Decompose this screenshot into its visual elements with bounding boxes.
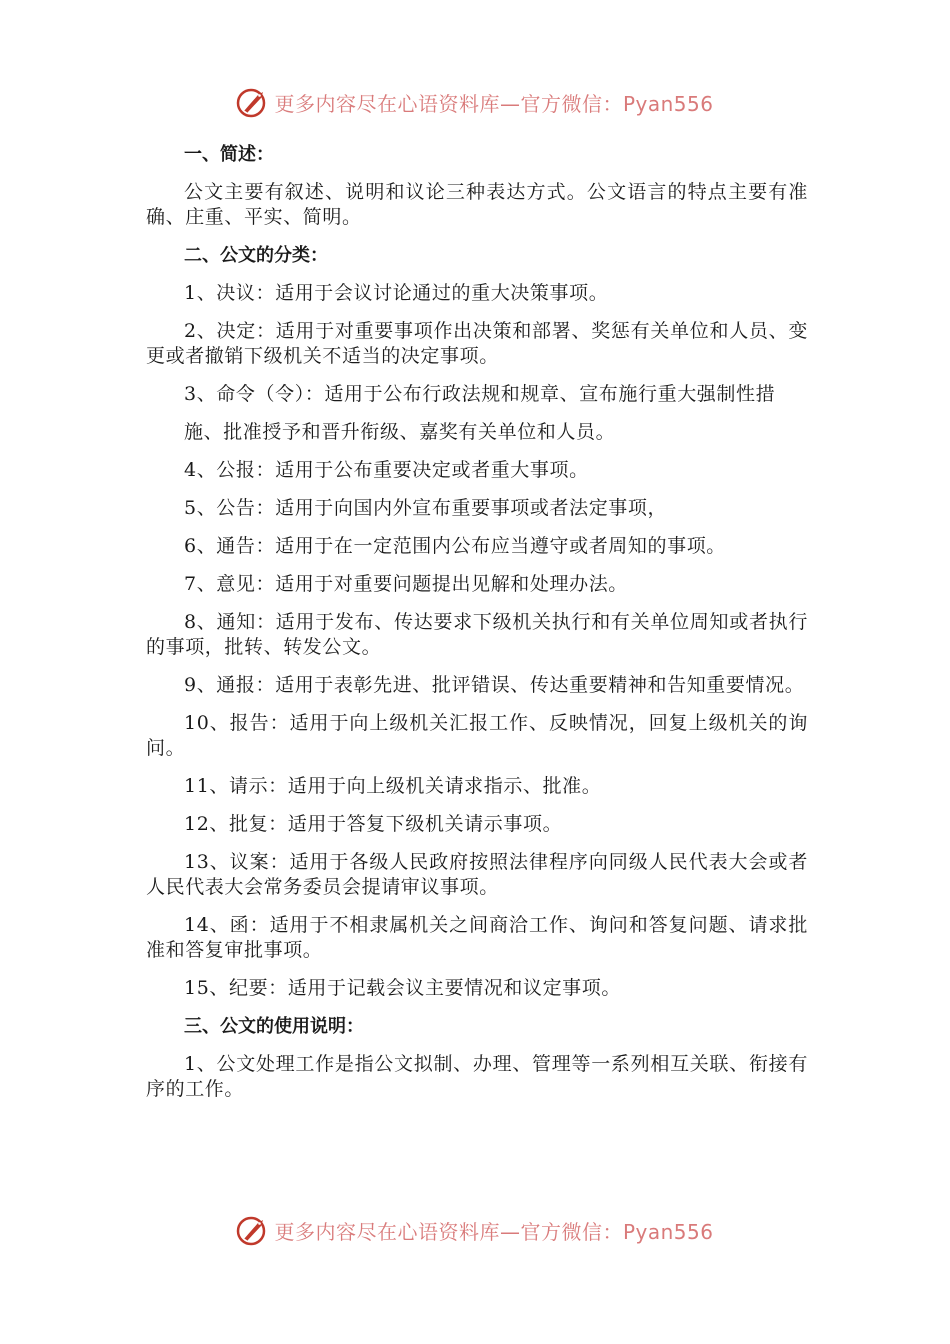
paragraph: 1、公文处理工作是指公文拟制、办理、管理等一系列相互关联、衔接有序的工作。: [146, 1053, 808, 1100]
section-heading: 一、简述：: [184, 144, 274, 165]
paragraph: 14、函：适用于不相隶属机关之间商洽工作、询问和答复问题、请求批准和答复审批事项。: [146, 914, 808, 961]
pen-nib-circle-icon: [236, 1213, 270, 1247]
paragraph: 11、请示：适用于向上级机关请求指示、批准。: [184, 775, 602, 797]
header-watermark-text: 更多内容尽在心语资料库—官方微信：Pyan556: [274, 91, 714, 116]
paragraph: 7、意见：适用于对重要问题提出见解和处理办法。: [184, 573, 628, 595]
paragraph: 5、公告：适用于向国内外宣布重要事项或者法定事项，: [184, 497, 668, 519]
footer-watermark-text: 更多内容尽在心语资料库—官方微信：Pyan556: [274, 1219, 714, 1244]
pen-nib-circle-icon: [236, 85, 270, 119]
header-watermark-banner: [0, 82, 950, 122]
paragraph: 8、通知：适用于发布、传达要求下级机关执行和有关单位周知或者执行的事项，批转、转发公文。: [146, 611, 808, 658]
paragraph: 15、纪要：适用于记载会议主要情况和议定事项。: [184, 977, 621, 999]
footer-watermark-banner: [0, 1210, 950, 1250]
paragraph: 公文主要有叙述、说明和议论三种表达方式。公文语言的特点主要有准确、庄重、平实、简明。: [146, 181, 808, 228]
paragraph: 10、报告：适用于向上级机关汇报工作、反映情况，回复上级机关的询问。: [146, 712, 808, 759]
paragraph: 3、命令（令）：适用于公布行政法规和规章、宣布施行重大强制性措: [184, 383, 776, 405]
section-heading: 二、公文的分类：: [184, 245, 328, 266]
document-body: [146, 142, 808, 1115]
paragraph: 13、议案：适用于各级人民政府按照法律程序向同级人民代表大会或者人民代表大会常务委员会提请审议事项。: [146, 851, 808, 898]
paragraph: 1、决议：适用于会议讨论通过的重大决策事项。: [184, 282, 609, 304]
paragraph: 6、通告：适用于在一定范围内公布应当遵守或者周知的事项。: [184, 535, 726, 557]
paragraph: 9、通报：适用于表彰先进、批评错误、传达重要精神和告知重要情况。: [184, 674, 805, 696]
paragraph: 4、公报：适用于公布重要决定或者重大事项。: [184, 459, 589, 481]
section-heading: 三、公文的使用说明：: [184, 1016, 364, 1037]
paragraph: 2、决定：适用于对重要事项作出决策和部署、奖惩有关单位和人员、变更或者撤销下级机关不适当的决定事项。: [146, 320, 808, 367]
paragraph: 12、批复：适用于答复下级机关请示事项。: [184, 813, 563, 835]
paragraph: 施、批准授予和晋升衔级、嘉奖有关单位和人员。: [184, 421, 616, 443]
